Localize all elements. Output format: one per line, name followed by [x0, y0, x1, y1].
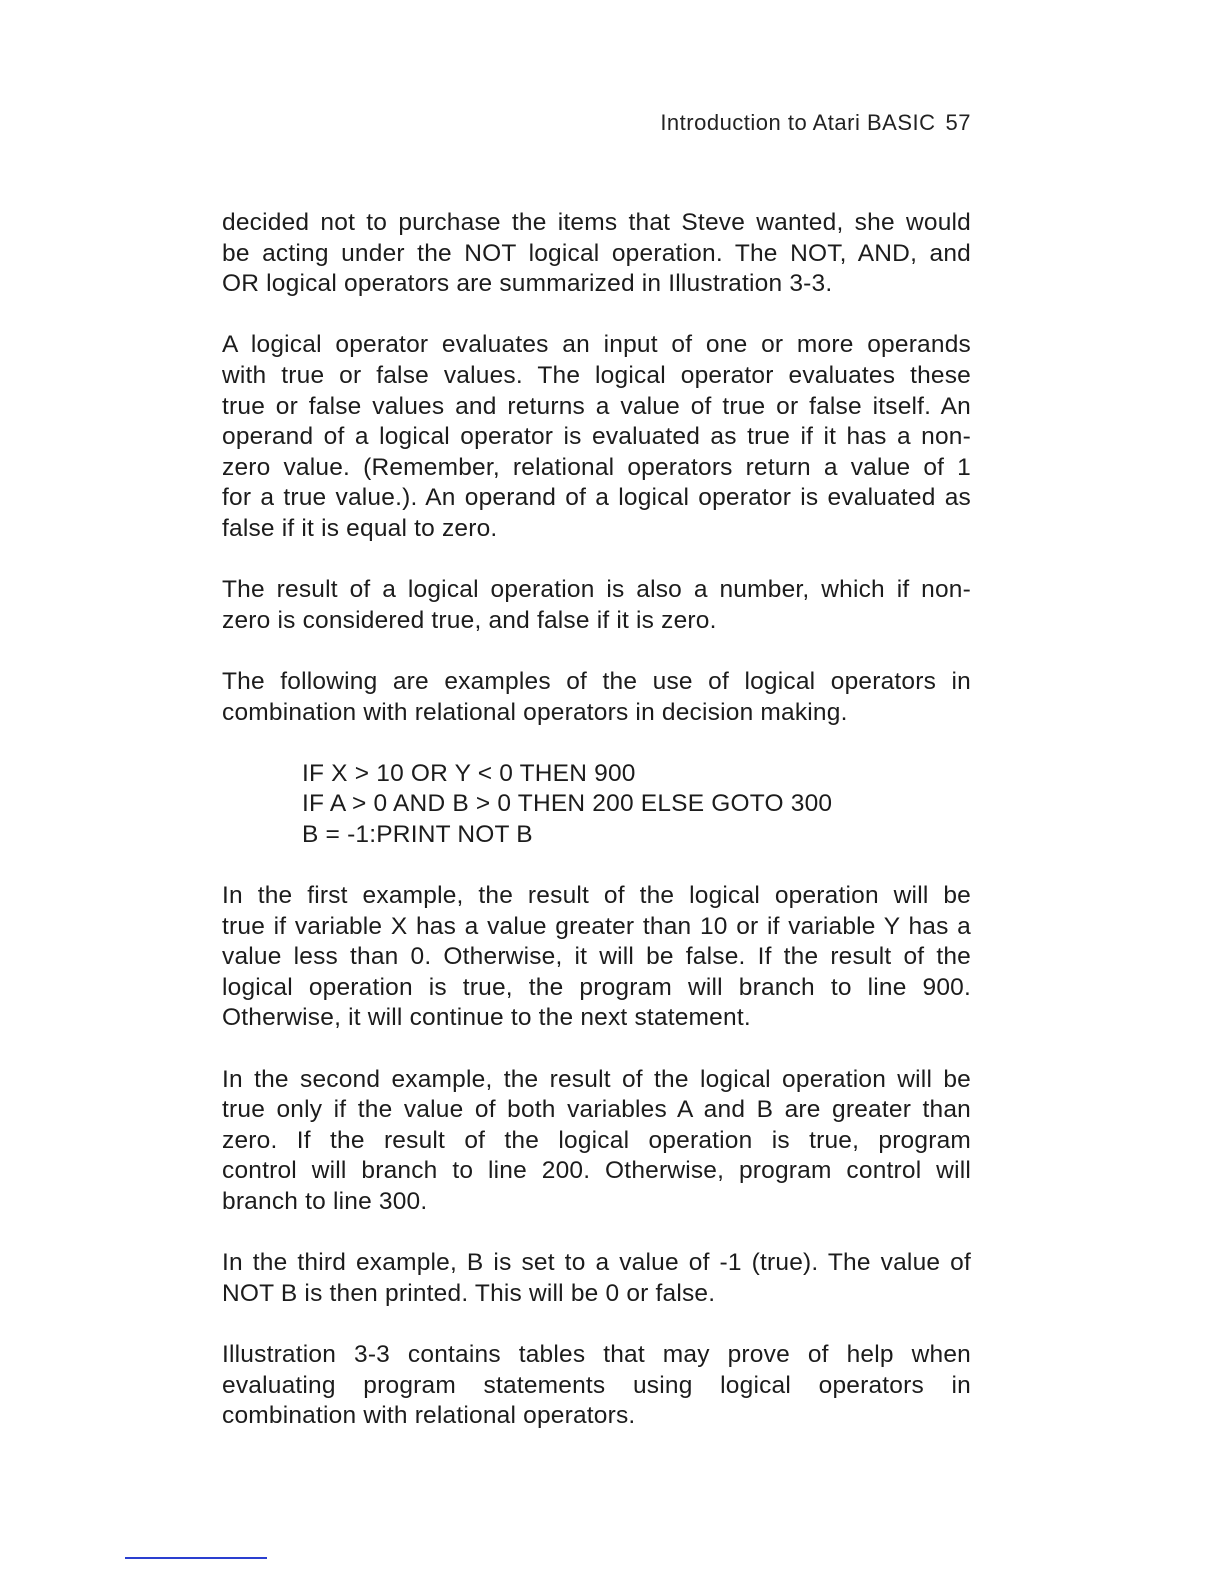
text-line: OR logical operators are summarized in Illustration 3-3. [222, 270, 833, 298]
text-line: combination with relational operators in decision making. [222, 698, 848, 726]
text-line: false if it is equal to zero. [222, 514, 498, 542]
paragraph-4 [222, 667, 971, 728]
paragraph-5 [222, 881, 971, 1034]
code-line: IF A > 0 AND B > 0 THEN 200 ELSE GOTO 300 [302, 790, 833, 818]
footnote-rule [125, 1557, 267, 1559]
text-line: Illustration 3-3 contains tables that may prove of help when [222, 1340, 971, 1368]
text-line: be acting under the NOT logical operation. The NOT, AND, and [222, 239, 971, 267]
paragraph-6 [222, 1065, 971, 1218]
running-header [560, 110, 971, 136]
page-number: 57 [945, 110, 971, 135]
code-line: B = -1:PRINT NOT B [302, 820, 533, 848]
text-line: true if variable X has a value greater than 10 or if variable Y has a [222, 912, 971, 940]
text-line: NOT B is then printed. This will be 0 or false. [222, 1279, 716, 1307]
text-line: logical operation is true, the program will branch to line 900. [222, 973, 971, 1001]
code-line: IF X > 10 OR Y < 0 THEN 900 [302, 759, 636, 787]
text-line: In the first example, the result of the logical operation will be [222, 882, 971, 910]
text-line: The result of a logical operation is also a number, which if non- [222, 576, 971, 604]
text-line: control will branch to line 200. Otherwise, program control will [222, 1157, 971, 1185]
paragraph-2 [222, 330, 971, 544]
paragraph-3 [222, 575, 971, 636]
text-line: true or false values and returns a value of true or false itself. An [222, 392, 971, 420]
text-line: zero. If the result of the logical operation is true, program [222, 1126, 971, 1154]
paragraph-1 [222, 208, 971, 300]
text-line: with true or false values. The logical operator evaluates these [222, 361, 971, 389]
text-line: for a true value.). An operand of a logical operator is evaluated as [222, 484, 971, 512]
text-line: evaluating program statements using logical operators in [222, 1371, 971, 1399]
text-line: In the second example, the result of the logical operation will be [222, 1065, 971, 1093]
paragraph-7 [222, 1248, 971, 1309]
text-line: value less than 0. Otherwise, it will be false. If the result of the [222, 943, 971, 971]
text-line: decided not to purchase the items that Steve wanted, she would [222, 209, 971, 236]
text-line: true only if the value of both variables A and B are greater than [222, 1096, 971, 1124]
text-line: Otherwise, it will continue to the next statement. [222, 1004, 751, 1032]
text-line: operand of a logical operator is evaluated as true if it has a non- [222, 423, 971, 451]
text-line: A logical operator evaluates an input of one or more operands [222, 331, 971, 359]
body-text [222, 208, 971, 1462]
code-examples [302, 759, 971, 851]
text-line: The following are examples of the use of logical operators in [222, 667, 971, 695]
text-line: zero is considered true, and false if it is zero. [222, 606, 717, 634]
text-line: combination with relational operators. [222, 1402, 636, 1430]
text-line: In the third example, B is set to a value of -1 (true). The value of [222, 1249, 971, 1277]
header-title: Introduction to Atari BASIC [660, 110, 936, 135]
paragraph-8 [222, 1340, 971, 1432]
text-line: zero value. (Remember, relational operators return a value of 1 [222, 453, 971, 481]
text-line: branch to line 300. [222, 1188, 428, 1215]
